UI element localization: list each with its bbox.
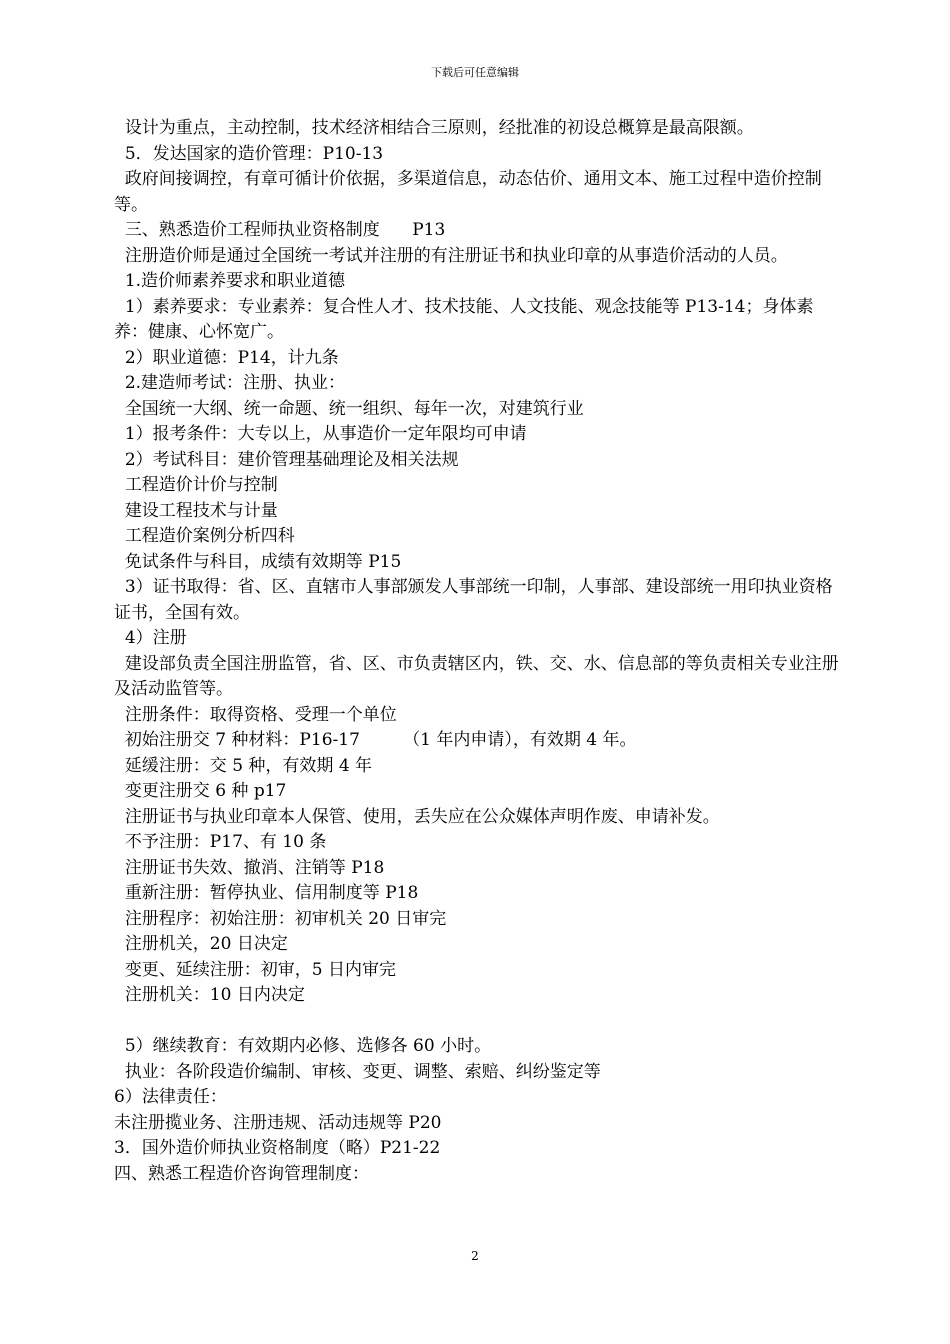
text-line: 四、熟悉工程造价咨询管理制度： <box>114 1163 369 1184</box>
page-number: 2 <box>471 1249 479 1263</box>
text-line: 3）证书取得：省、区、直辖市人事部颁发人事部统一印制，人事部、建设部统一用印执业资格证书，全国有效。 <box>114 577 833 623</box>
text-line: 工程造价计价与控制 <box>114 475 278 495</box>
text-line: 1）报考条件：大专以上，从事造价一定年限均可申请 <box>114 424 527 444</box>
text-line: 未注册揽业务、注册违规、活动违规等 P20 <box>114 1112 442 1133</box>
text-line: 5）继续教育：有效期内必修、选修各 60 小时。 <box>114 1036 492 1056</box>
text-line: 初始注册交 7 种材料：P16-17 （1 年内申请），有效期 4 年。 <box>114 730 637 750</box>
text-line: 6）法律责任： <box>114 1087 227 1107</box>
text-line: 执业：各阶段造价编制、审核、变更、调整、索赔、纠纷鉴定等 <box>114 1061 601 1082</box>
text-line: 建设工程技术与计量 <box>114 500 278 521</box>
document-body <box>114 116 844 1187</box>
text-line: 2）考试科目：建价管理基础理论及相关法规 <box>114 449 459 470</box>
text-line: 1）素养要求：专业素养：复合性人才、技术技能、人文技能、观念技能等 P13-14；身体素养：健康、心怀宽广。 <box>114 296 814 342</box>
text-line: 注册机关，20 日决定 <box>114 934 288 954</box>
text-line: 重新注册：暂停执业、信用制度等 P18 <box>114 883 419 903</box>
text-line: 不予注册：P17、有 10 条 <box>114 832 327 852</box>
text-line: 2.建造师考试：注册、执业： <box>114 373 346 393</box>
text-line: 免试条件与科目，成绩有效期等 P15 <box>114 551 402 572</box>
text-line: 注册机关：10 日内决定 <box>114 985 305 1005</box>
text-line <box>114 1009 844 1035</box>
text-line: 全国统一大纲、统一命题、统一组织、每年一次，对建筑行业 <box>114 398 584 419</box>
text-line: 2）职业道德：P14，计九条 <box>114 347 339 368</box>
text-line: 注册条件：取得资格、受理一个单位 <box>114 704 397 725</box>
text-line: 注册证书失效、撤消、注销等 P18 <box>114 857 385 878</box>
text-line: 建设部负责全国注册监管，省、区、市负责辖区内，铁、交、水、信息部的等负责相关专业注册及活动监管等。 <box>114 653 839 699</box>
text-line: 三、熟悉造价工程师执业资格制度 P13 <box>114 220 446 240</box>
text-line: 工程造价案例分析四科 <box>114 526 295 546</box>
text-line: 设计为重点，主动控制，技术经济相结合三原则，经批准的初设总概算是最高限额。 <box>114 118 754 138</box>
text-line: 变更注册交 6 种 p17 <box>114 781 287 801</box>
text-line: 3．国外造价师执业资格制度（略）P21-22 <box>114 1138 441 1158</box>
text-line: 注册证书与执业印章本人保管、使用，丢失应在公众媒体声明作废、申请补发。 <box>114 806 720 827</box>
text-line: 变更、延续注册：初审，5 日内审完 <box>114 959 397 980</box>
page-header: 下载后可任意编辑 <box>431 66 519 79</box>
text-line: 注册程序：初始注册：初审机关 20 日审完 <box>114 908 447 929</box>
text-line: 4）注册 <box>114 628 187 648</box>
text-line: 延缓注册：交 5 种，有效期 4 年 <box>114 755 373 776</box>
text-line: 政府间接调控，有章可循计价依据，多渠道信息，动态估价、通用文本、施工过程中造价控制等。 <box>114 169 822 215</box>
text-line: 1.造价师素养要求和职业道德 <box>114 271 346 291</box>
text-line: 注册造价师是通过全国统一考试并注册的有注册证书和执业印章的从事造价活动的人员。 <box>114 245 788 266</box>
text-line: 5．发达国家的造价管理：P10-13 <box>114 143 384 164</box>
